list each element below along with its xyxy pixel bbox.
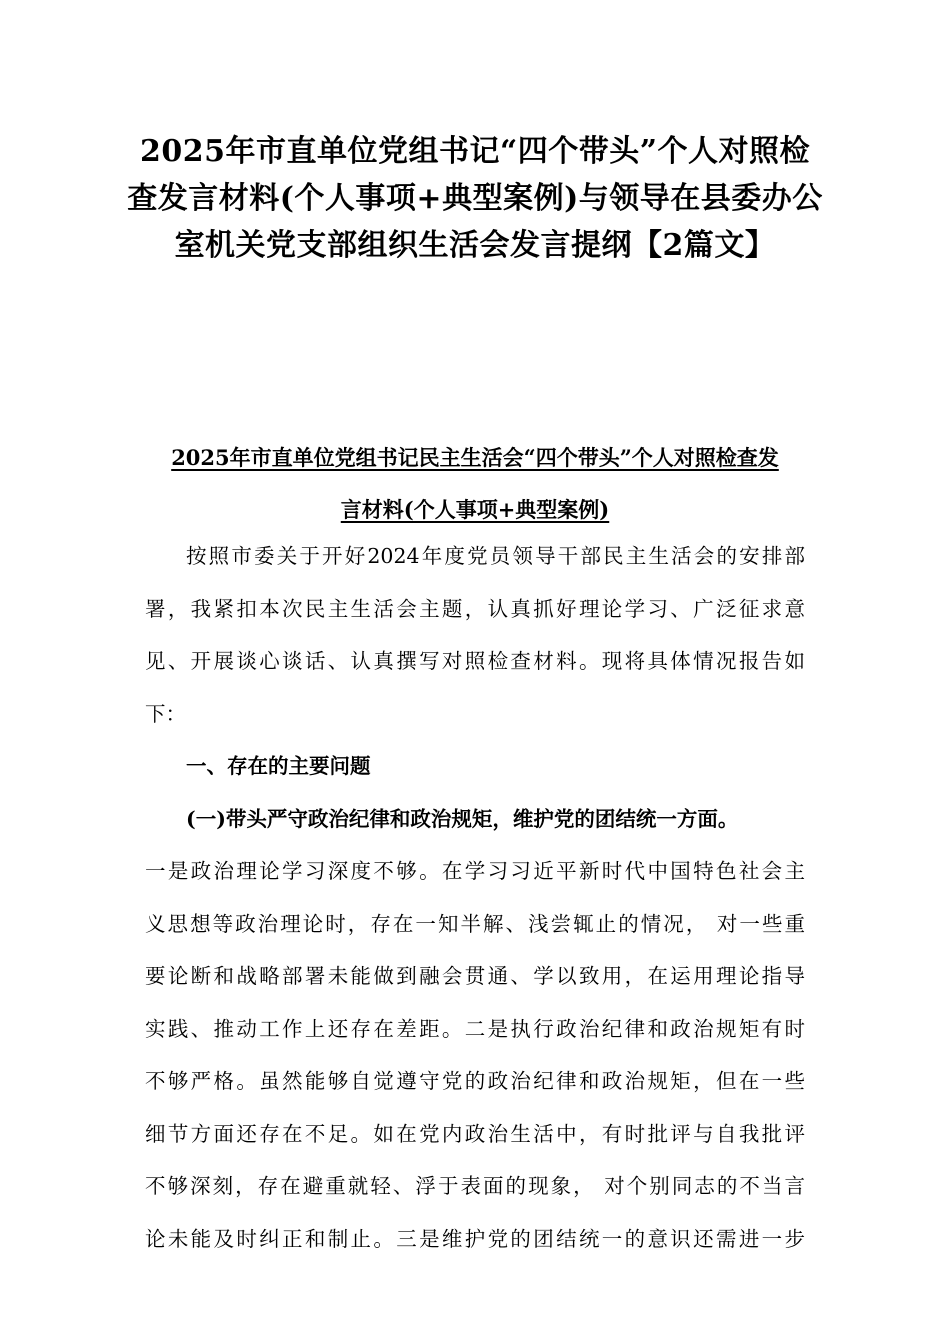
body-line: 实践、推动工作上还存在差距。二是执行政治纪律和政治规矩有时 [145,1016,805,1041]
body-line: 不够严格。虽然能够自觉遵守党的政治纪律和政治规矩，但在一些 [145,1069,805,1093]
section-heading: 一、存在的主要问题 [186,754,371,778]
intro-line: 见、开展谈心谈话、认真撰写对照检查材料。现将具体情况报告如 [145,649,805,673]
body-text [145,530,805,1265]
main-title-line: 查发言材料(个人事项+典型案例)与领导在县委办公 [127,181,823,216]
body-line: 义思想等政治理论时，存在一知半解、浅尝辄止的情况， 对一些重 [145,911,805,936]
body-line: 细节方面还存在不足。如在党内政治生活中，有时批评与自我批评 [145,1121,805,1146]
main-title-line: 室机关党支部组织生活会发言提纲【2篇文】 [174,228,776,263]
subtitle-line: 2025年市直单位党组书记民主生活会“四个带头”个人对照检查发 [171,445,779,470]
intro-line: 下： [145,701,186,726]
intro-line: 按照市委关于开好2024年度党员领导干部民主生活会的安排部 [186,544,805,568]
main-title-line: 2025年市直单位党组书记“四个带头”个人对照检 [139,134,810,169]
subsection-heading: (一)带头严守政治纪律和政治规矩，维护党的团结统一方面。 [186,806,739,831]
body-line: 不够深刻，存在避重就轻、浮于表面的现象， 对个别同志的不当言 [145,1174,805,1198]
body-line: 论未能及时纠正和制止。三是维护党的团结统一的意识还需进一步 [145,1226,805,1251]
main-title [120,128,830,269]
body-line: 要论断和战略部署未能做到融会贯通、学以致用，在运用理论指导 [145,964,805,988]
subtitle-line: 言材料(个人事项+典型案例) [340,497,610,522]
intro-line: 署，我紧扣本次民主生活会主题，认真抓好理论学习、广泛征求意 [145,596,805,621]
article-subtitle [130,432,820,536]
body-line: 一是政治理论学习深度不够。在学习习近平新时代中国特色社会主 [145,859,805,883]
